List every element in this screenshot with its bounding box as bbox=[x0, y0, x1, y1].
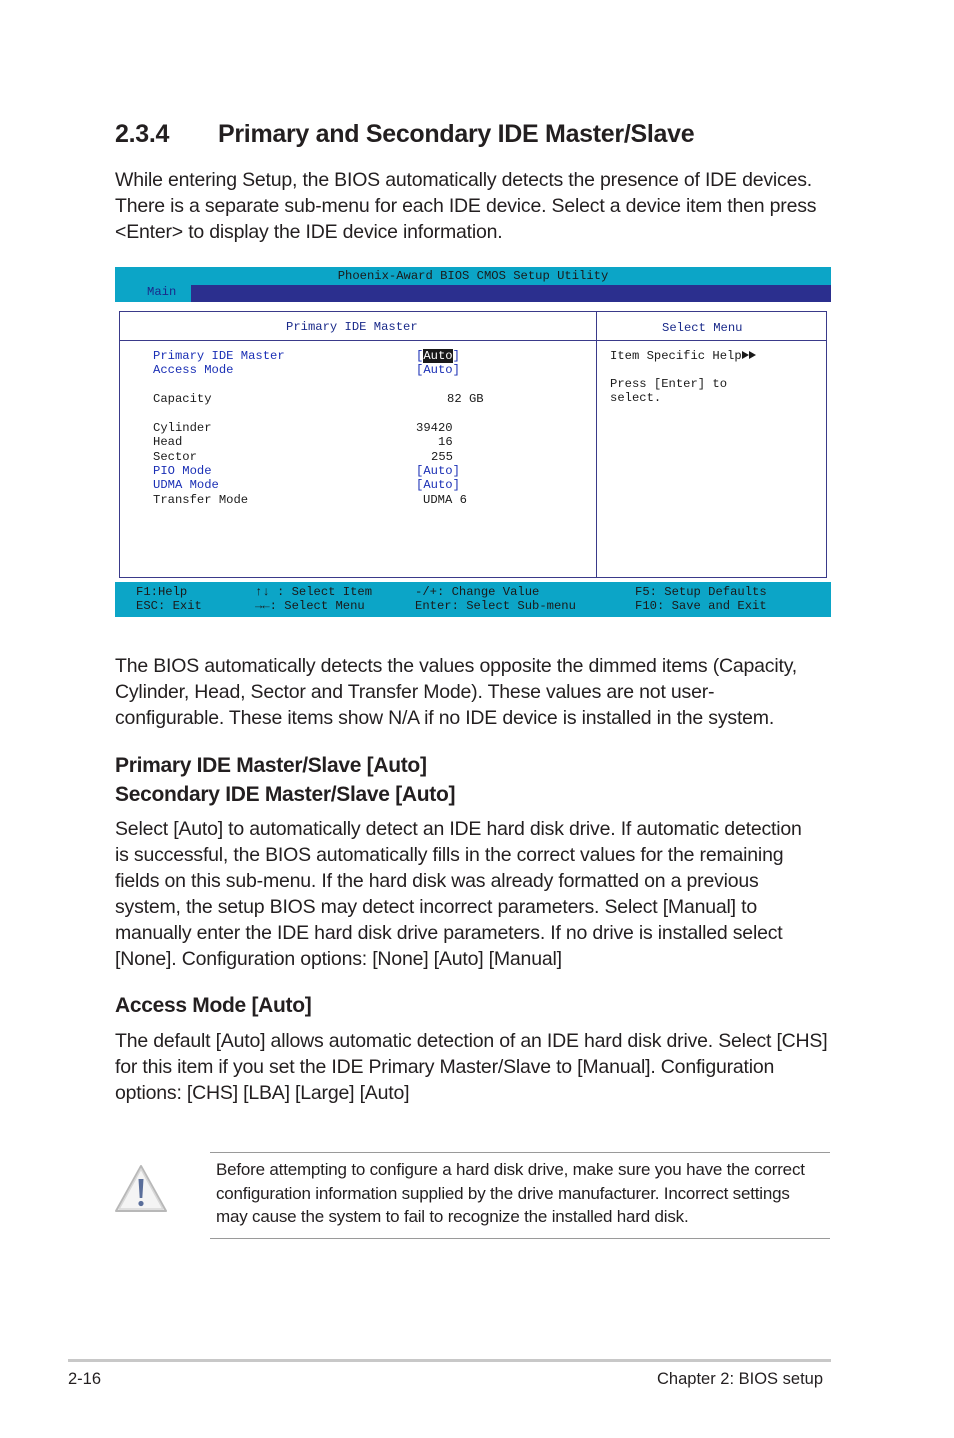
paragraph-line: configurable. These items show N/A if no IDE device is installed in the system. bbox=[115, 707, 775, 729]
key-help: F1:Help bbox=[136, 585, 188, 599]
warning-triangle-icon bbox=[113, 1163, 169, 1215]
bios-help-line: Press [Enter] to bbox=[610, 377, 728, 391]
key-change-value: -/+: Change Value bbox=[415, 585, 540, 599]
bios-key-bar bbox=[115, 582, 831, 617]
bios-value-capacity: 82 GB bbox=[447, 392, 484, 406]
bios-help-line: select. bbox=[610, 391, 662, 405]
paragraph-line: options: [CHS] [LBA] [Large] [Auto] bbox=[115, 1082, 410, 1104]
bios-help-text: Item Specific Help bbox=[610, 349, 742, 363]
auto-detect-paragraph bbox=[115, 653, 797, 731]
chapter-label: Chapter 2: BIOS setup bbox=[657, 1370, 824, 1388]
key-exit: ESC: Exit bbox=[136, 599, 202, 613]
bios-value-udma-mode[interactable]: [Auto] bbox=[416, 478, 460, 492]
master-slave-paragraph bbox=[115, 816, 802, 972]
note-line: Before attempting to configure a hard disk drive, make sure you have the correct bbox=[216, 1160, 805, 1179]
access-mode-paragraph bbox=[115, 1028, 827, 1106]
key-select-menu: →←: Select Menu bbox=[255, 599, 365, 613]
intro-line: While entering Setup, the BIOS automatically detects the presence of IDE devices. bbox=[115, 169, 813, 191]
bios-item-access-mode[interactable]: Access Mode bbox=[153, 363, 234, 377]
double-right-triangle-icon bbox=[742, 350, 758, 360]
heading-access-mode: Access Mode [Auto] bbox=[115, 994, 312, 1017]
bios-selected-value: Auto bbox=[423, 349, 453, 363]
intro-line: <Enter> to display the IDE device information. bbox=[115, 221, 503, 243]
paragraph-line: Select [Auto] to automatically detect an IDE hard disk drive. If automatic detection bbox=[115, 818, 802, 840]
bios-value-head: 16 bbox=[438, 435, 453, 449]
bios-screenshot bbox=[115, 267, 831, 617]
paragraph-line: is successful, the BIOS automatically fills in the correct values for the remaining bbox=[115, 844, 784, 866]
paragraph-line: Cylinder, Head, Sector and Transfer Mode). These values are not user- bbox=[115, 681, 715, 703]
bios-help-title: Select Menu bbox=[662, 321, 743, 335]
paragraph-line: The default [Auto] allows automatic detection of an IDE hard disk drive. Select [CHS] bbox=[115, 1030, 828, 1052]
bios-help-line bbox=[610, 349, 758, 363]
paragraph-line: system, the setup BIOS may detect incorrect parameters. Select [Manual] to bbox=[115, 896, 757, 918]
key-save-exit: F10: Save and Exit bbox=[635, 599, 767, 613]
note-rule-top bbox=[210, 1152, 830, 1153]
key-setup-defaults: F5: Setup Defaults bbox=[635, 585, 767, 599]
intro-paragraph bbox=[115, 167, 816, 245]
bios-item-capacity: Capacity bbox=[153, 392, 212, 406]
paragraph-line: for this item if you set the IDE Primary Master/Slave to [Manual]. Configuration bbox=[115, 1056, 775, 1078]
bios-title-bar: Phoenix-Award BIOS CMOS Setup Utility bbox=[115, 267, 831, 285]
note-rule-bottom bbox=[210, 1238, 830, 1239]
bios-value-transfer-mode: UDMA 6 bbox=[423, 493, 467, 507]
note-line: may cause the system to fail to recognize the installed hard disk. bbox=[216, 1207, 689, 1226]
bios-value-access-mode[interactable]: [Auto] bbox=[416, 363, 460, 377]
bios-item-udma-mode[interactable]: UDMA Mode bbox=[153, 478, 219, 492]
bios-tab-main[interactable] bbox=[115, 285, 191, 302]
bios-value-primary-ide-master[interactable]: [Auto] bbox=[416, 349, 460, 363]
bios-item-sector: Sector bbox=[153, 450, 197, 464]
paragraph-line: [None]. Configuration options: [None] [Auto] [Manual] bbox=[115, 948, 562, 970]
intro-line: There is a separate sub-menu for each IDE device. Select a device item then press bbox=[115, 195, 817, 217]
note-line: configuration information supplied by the drive manufacturer. Incorrect settings bbox=[216, 1183, 790, 1203]
bios-panel-title: Primary IDE Master bbox=[286, 320, 418, 334]
paragraph-line: fields on this sub-menu. If the hard disk was already formatted on a previous bbox=[115, 870, 759, 892]
key-select-item: ↑↓ : Select Item bbox=[255, 585, 373, 599]
heading-secondary-master-slave: Secondary IDE Master/Slave [Auto] bbox=[115, 783, 456, 806]
bios-item-primary-ide-master[interactable]: Primary IDE Master bbox=[153, 349, 285, 363]
bios-divider-vertical bbox=[596, 311, 597, 578]
key-sub-menu: Enter: Select Sub-menu bbox=[415, 599, 576, 613]
footer-rule bbox=[68, 1359, 831, 1362]
bios-tab-label: Main bbox=[147, 285, 177, 299]
paragraph-line: The BIOS automatically detects the values opposite the dimmed items (Capacity, bbox=[115, 655, 798, 677]
section-title: Primary and Secondary IDE Master/Slave bbox=[218, 120, 695, 148]
bios-value-sector: 255 bbox=[431, 450, 453, 464]
bios-item-head: Head bbox=[153, 435, 183, 449]
paragraph-line: manually enter the IDE hard disk drive parameters. If no drive is installed select bbox=[115, 922, 783, 944]
bios-value-pio-mode[interactable]: [Auto] bbox=[416, 464, 460, 478]
page-number: 2-16 bbox=[68, 1370, 102, 1388]
bios-value-cylinder: 39420 bbox=[416, 421, 453, 435]
bios-item-cylinder: Cylinder bbox=[153, 421, 212, 435]
bios-divider-horizontal bbox=[119, 340, 827, 341]
section-number: 2.3.4 bbox=[115, 120, 170, 148]
heading-primary-master-slave: Primary IDE Master/Slave [Auto] bbox=[115, 754, 427, 777]
note-text bbox=[216, 1158, 805, 1229]
bios-item-transfer-mode: Transfer Mode bbox=[153, 493, 249, 507]
bios-menu-bar bbox=[115, 285, 831, 302]
bios-item-pio-mode[interactable]: PIO Mode bbox=[153, 464, 212, 478]
